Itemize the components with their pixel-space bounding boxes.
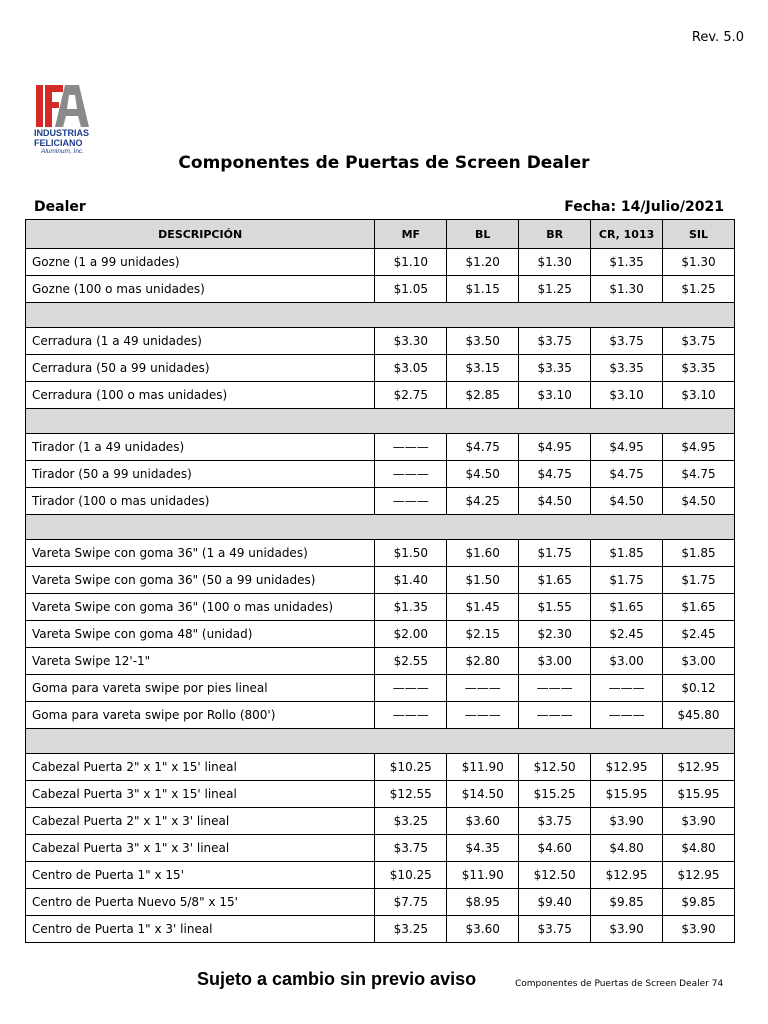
price-change-notice: Sujeto a cambio sin previo aviso bbox=[197, 969, 477, 989]
price-cell: $1.75 bbox=[591, 567, 663, 594]
price-cell: $1.25 bbox=[663, 276, 735, 303]
company-logo bbox=[31, 85, 126, 160]
price-cell: $3.00 bbox=[519, 648, 591, 675]
logo-letter-i bbox=[36, 85, 43, 127]
price-cell: $3.10 bbox=[591, 382, 663, 409]
price-cell: $3.10 bbox=[663, 382, 735, 409]
price-cell: $2.15 bbox=[447, 621, 519, 648]
price-cell: $1.40 bbox=[375, 567, 447, 594]
price-cell: $3.30 bbox=[375, 328, 447, 355]
table-row bbox=[26, 754, 735, 781]
price-cell: $3.00 bbox=[663, 648, 735, 675]
product-description-cell: Gozne (1 a 99 unidades) bbox=[26, 249, 375, 276]
price-cell: $1.05 bbox=[375, 276, 447, 303]
price-cell: $3.60 bbox=[447, 808, 519, 835]
price-cell: $3.25 bbox=[375, 808, 447, 835]
price-cell: $11.90 bbox=[447, 754, 519, 781]
price-cell: ——— bbox=[375, 434, 447, 461]
table-row bbox=[26, 249, 735, 276]
product-description-cell: Tirador (1 a 49 unidades) bbox=[26, 434, 375, 461]
price-cell: $10.25 bbox=[375, 754, 447, 781]
logo-text-industrias: INDUSTRIAS bbox=[34, 128, 90, 138]
price-cell: $1.10 bbox=[375, 249, 447, 276]
column-header-sil: SIL bbox=[663, 220, 735, 249]
price-cell: $3.15 bbox=[447, 355, 519, 382]
revision-label: Rev. 5.0 bbox=[691, 30, 744, 45]
table-row bbox=[26, 567, 735, 594]
price-cell: $4.75 bbox=[591, 461, 663, 488]
price-cell: $45.80 bbox=[663, 702, 735, 729]
price-cell: $15.95 bbox=[591, 781, 663, 808]
price-cell: $4.35 bbox=[447, 835, 519, 862]
price-cell: $14.50 bbox=[447, 781, 519, 808]
price-cell: $3.35 bbox=[663, 355, 735, 382]
price-cell: $3.90 bbox=[663, 916, 735, 943]
price-cell: $3.75 bbox=[663, 328, 735, 355]
price-cell: $1.45 bbox=[447, 594, 519, 621]
table-row bbox=[26, 648, 735, 675]
logo-letter-a bbox=[55, 85, 89, 127]
document-title: Componentes de Puertas de Screen Dealer bbox=[178, 153, 590, 173]
price-cell: $2.80 bbox=[447, 648, 519, 675]
price-cell: $2.30 bbox=[519, 621, 591, 648]
logo-text-aluminum: Aluminum, Inc. bbox=[41, 148, 84, 155]
price-cell: ——— bbox=[375, 488, 447, 515]
price-cell: $2.00 bbox=[375, 621, 447, 648]
price-cell: $3.75 bbox=[519, 916, 591, 943]
table-row bbox=[26, 916, 735, 943]
price-cell: $12.95 bbox=[663, 862, 735, 889]
price-cell: $4.80 bbox=[663, 835, 735, 862]
dealer-label: Dealer bbox=[34, 199, 86, 215]
product-description-cell: Centro de Puerta Nuevo 5/8" x 15' bbox=[26, 889, 375, 916]
column-header-bl: BL bbox=[447, 220, 519, 249]
table-header-row bbox=[26, 220, 735, 249]
price-cell: ——— bbox=[447, 702, 519, 729]
price-cell: $1.60 bbox=[447, 540, 519, 567]
product-description-cell: Vareta Swipe con goma 48" (unidad) bbox=[26, 621, 375, 648]
product-description-cell: Cabezal Puerta 2" x 1" x 15' lineal bbox=[26, 754, 375, 781]
table-row bbox=[26, 328, 735, 355]
price-cell: $1.85 bbox=[663, 540, 735, 567]
price-cell: $2.75 bbox=[375, 382, 447, 409]
price-cell: $3.00 bbox=[591, 648, 663, 675]
price-cell: $2.55 bbox=[375, 648, 447, 675]
price-cell: $4.60 bbox=[519, 835, 591, 862]
price-cell: $1.35 bbox=[375, 594, 447, 621]
price-table bbox=[25, 219, 735, 943]
table-row bbox=[26, 808, 735, 835]
product-description-cell: Cerradura (100 o mas unidades) bbox=[26, 382, 375, 409]
price-cell: $4.75 bbox=[519, 461, 591, 488]
table-row bbox=[26, 276, 735, 303]
price-cell: $1.30 bbox=[591, 276, 663, 303]
table-row bbox=[26, 702, 735, 729]
page-footer: Componentes de Puertas de Screen Dealer 74 bbox=[515, 979, 724, 989]
table-row bbox=[26, 540, 735, 567]
table-row bbox=[26, 835, 735, 862]
column-header-br: BR bbox=[519, 220, 591, 249]
product-description-cell: Tirador (100 o mas unidades) bbox=[26, 488, 375, 515]
price-cell: $3.60 bbox=[447, 916, 519, 943]
product-description-cell: Centro de Puerta 1" x 3' lineal bbox=[26, 916, 375, 943]
price-cell: $1.30 bbox=[663, 249, 735, 276]
price-cell: $1.65 bbox=[663, 594, 735, 621]
price-cell: $3.75 bbox=[591, 328, 663, 355]
date-label: Fecha: 14/Julio/2021 bbox=[564, 199, 724, 215]
price-cell: $4.50 bbox=[663, 488, 735, 515]
price-cell: $3.90 bbox=[591, 808, 663, 835]
table-row bbox=[26, 355, 735, 382]
product-description-cell: Cabezal Puerta 3" x 1" x 3' lineal bbox=[26, 835, 375, 862]
table-row bbox=[26, 621, 735, 648]
price-cell: $3.35 bbox=[591, 355, 663, 382]
price-cell: $12.50 bbox=[519, 862, 591, 889]
price-cell: $3.50 bbox=[447, 328, 519, 355]
price-cell: $4.80 bbox=[591, 835, 663, 862]
price-cell: $2.45 bbox=[663, 621, 735, 648]
table-row bbox=[26, 781, 735, 808]
column-header-cr-1013: CR, 1013 bbox=[591, 220, 663, 249]
table-separator-row bbox=[26, 729, 735, 754]
price-cell: ——— bbox=[519, 675, 591, 702]
price-cell: $1.85 bbox=[591, 540, 663, 567]
price-cell: $1.65 bbox=[519, 567, 591, 594]
price-cell: ——— bbox=[447, 675, 519, 702]
price-cell: $3.75 bbox=[519, 808, 591, 835]
price-cell: $1.75 bbox=[519, 540, 591, 567]
price-cell: $4.25 bbox=[447, 488, 519, 515]
price-cell: $4.95 bbox=[519, 434, 591, 461]
product-description-cell: Gozne (100 o mas unidades) bbox=[26, 276, 375, 303]
column-header-mf: MF bbox=[375, 220, 447, 249]
table-row bbox=[26, 594, 735, 621]
table-separator-row bbox=[26, 303, 735, 328]
price-cell: $4.50 bbox=[519, 488, 591, 515]
price-cell: $1.55 bbox=[519, 594, 591, 621]
product-description-cell: Cerradura (50 a 99 unidades) bbox=[26, 355, 375, 382]
product-description-cell: Vareta Swipe con goma 36" (1 a 49 unidades) bbox=[26, 540, 375, 567]
price-cell: $7.75 bbox=[375, 889, 447, 916]
price-cell: $3.75 bbox=[375, 835, 447, 862]
price-cell: $3.90 bbox=[663, 808, 735, 835]
price-cell: $4.95 bbox=[591, 434, 663, 461]
price-cell: $1.25 bbox=[519, 276, 591, 303]
price-cell: $15.95 bbox=[663, 781, 735, 808]
table-row bbox=[26, 889, 735, 916]
price-cell: $1.30 bbox=[519, 249, 591, 276]
price-cell: $0.12 bbox=[663, 675, 735, 702]
price-cell: ——— bbox=[375, 702, 447, 729]
product-description-cell: Centro de Puerta 1" x 15' bbox=[26, 862, 375, 889]
price-cell: $12.50 bbox=[519, 754, 591, 781]
price-cell: $4.50 bbox=[591, 488, 663, 515]
price-cell: $4.95 bbox=[663, 434, 735, 461]
price-cell: $12.95 bbox=[591, 862, 663, 889]
table-row bbox=[26, 434, 735, 461]
price-cell: $4.50 bbox=[447, 461, 519, 488]
product-description-cell: Vareta Swipe 12'-1" bbox=[26, 648, 375, 675]
product-description-cell: Cabezal Puerta 2" x 1" x 3' lineal bbox=[26, 808, 375, 835]
price-cell: $2.85 bbox=[447, 382, 519, 409]
price-cell: $15.25 bbox=[519, 781, 591, 808]
price-cell: $3.25 bbox=[375, 916, 447, 943]
price-cell: $4.75 bbox=[663, 461, 735, 488]
price-cell: $3.75 bbox=[519, 328, 591, 355]
table-row bbox=[26, 488, 735, 515]
price-cell: $1.65 bbox=[591, 594, 663, 621]
table-row bbox=[26, 382, 735, 409]
price-cell: ——— bbox=[591, 702, 663, 729]
price-cell: $9.40 bbox=[519, 889, 591, 916]
price-cell: $4.75 bbox=[447, 434, 519, 461]
product-description-cell: Tirador (50 a 99 unidades) bbox=[26, 461, 375, 488]
price-cell: $9.85 bbox=[663, 889, 735, 916]
price-cell: $12.95 bbox=[663, 754, 735, 781]
price-cell: $12.95 bbox=[591, 754, 663, 781]
price-cell: $10.25 bbox=[375, 862, 447, 889]
price-cell: $1.50 bbox=[375, 540, 447, 567]
price-cell: $1.35 bbox=[591, 249, 663, 276]
product-description-cell: Goma para vareta swipe por Rollo (800') bbox=[26, 702, 375, 729]
price-cell: ——— bbox=[519, 702, 591, 729]
product-description-cell: Cerradura (1 a 49 unidades) bbox=[26, 328, 375, 355]
table-row bbox=[26, 675, 735, 702]
price-cell: ——— bbox=[375, 461, 447, 488]
price-cell: $12.55 bbox=[375, 781, 447, 808]
price-cell: $1.15 bbox=[447, 276, 519, 303]
product-description-cell: Vareta Swipe con goma 36" (50 a 99 unidades) bbox=[26, 567, 375, 594]
price-cell: $2.45 bbox=[591, 621, 663, 648]
table-row bbox=[26, 862, 735, 889]
price-cell: $1.50 bbox=[447, 567, 519, 594]
price-cell: $9.85 bbox=[591, 889, 663, 916]
price-cell: $3.05 bbox=[375, 355, 447, 382]
price-cell: $8.95 bbox=[447, 889, 519, 916]
price-cell: $3.10 bbox=[519, 382, 591, 409]
product-description-cell: Cabezal Puerta 3" x 1" x 15' lineal bbox=[26, 781, 375, 808]
table-row bbox=[26, 461, 735, 488]
price-cell: $1.20 bbox=[447, 249, 519, 276]
price-cell: ——— bbox=[375, 675, 447, 702]
logo-text-feliciano: FELICIANO bbox=[34, 138, 83, 148]
price-cell: $3.35 bbox=[519, 355, 591, 382]
table-separator-row bbox=[26, 515, 735, 540]
table-separator-row bbox=[26, 409, 735, 434]
price-cell: $3.90 bbox=[591, 916, 663, 943]
column-header-descripcion: DESCRIPCIÓN bbox=[26, 220, 375, 249]
price-cell: $1.75 bbox=[663, 567, 735, 594]
price-cell: ——— bbox=[591, 675, 663, 702]
product-description-cell: Vareta Swipe con goma 36" (100 o mas unidades) bbox=[26, 594, 375, 621]
price-cell: $11.90 bbox=[447, 862, 519, 889]
product-description-cell: Goma para vareta swipe por pies lineal bbox=[26, 675, 375, 702]
